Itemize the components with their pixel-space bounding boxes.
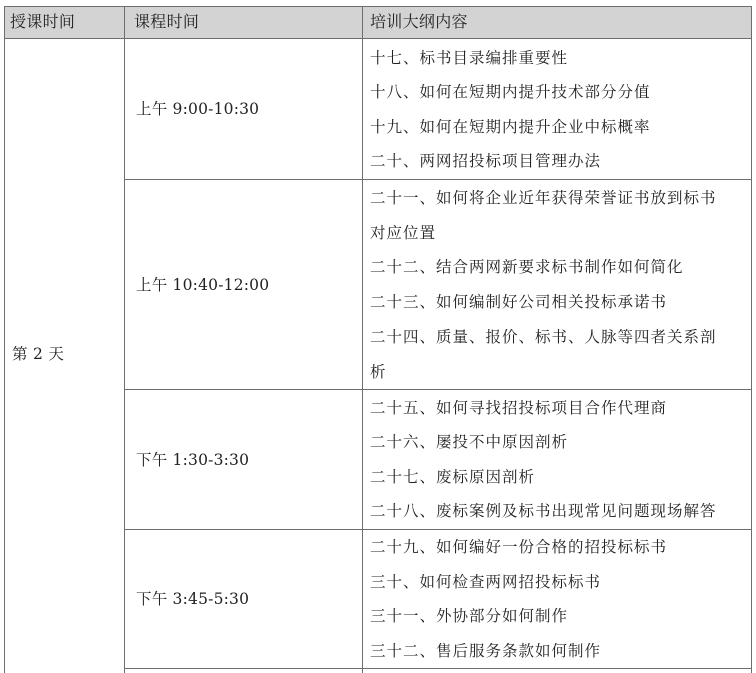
- outline-line: 二十一、如何将企业近年获得荣誉证书放到标书: [370, 189, 717, 207]
- outline-line: 二十、两网招投标项目管理办法: [370, 152, 602, 170]
- outline-line: 三十二、售后服务条款如何制作: [370, 642, 602, 660]
- row-divider-3: [124, 529, 752, 530]
- outline-line: 三十一、外协部分如何制作: [370, 607, 569, 625]
- outline-line: 二十三、如何编制好公司相关投标承诺书: [370, 293, 668, 311]
- outline-line: 二十七、废标原因剖析: [370, 468, 536, 486]
- outline-line: 三十、如何检查两网招投标标书: [370, 573, 602, 591]
- header-course-time: 课程时间: [134, 12, 200, 31]
- table-left-border: [4, 6, 5, 673]
- outline-line: 对应位置: [370, 224, 437, 242]
- outline-line: 析: [370, 363, 387, 381]
- outline-line: 十九、如何在短期内提升企业中标概率: [370, 118, 651, 136]
- outline-line: 十八、如何在短期内提升技术部分分值: [370, 83, 651, 101]
- table-top-border: [4, 6, 752, 7]
- session-time: 上午 9:00-10:30: [136, 100, 260, 118]
- day-label: 第 2 天: [12, 345, 65, 363]
- session-time: 上午 10:40-12:00: [136, 276, 270, 294]
- header-outline: 培训大纲内容: [370, 12, 468, 31]
- outline-line: 二十六、屡投不中原因剖析: [370, 433, 569, 451]
- outline-line: 二十五、如何寻找招投标项目合作代理商: [370, 399, 668, 417]
- header-bottom-border: [4, 38, 752, 39]
- header-teaching-time: 授课时间: [10, 12, 76, 31]
- session-time: 下午 3:45-5:30: [136, 590, 250, 608]
- row-divider-1: [124, 179, 752, 180]
- row-divider-4: [124, 668, 752, 669]
- outline-line: 十七、标书目录编排重要性: [370, 49, 569, 67]
- column-divider-1: [124, 6, 125, 673]
- session-time: 下午 1:30-3:30: [136, 451, 250, 469]
- table-right-border: [751, 6, 752, 673]
- outline-line: 二十四、质量、报价、标书、人脉等四者关系剖: [370, 328, 717, 346]
- outline-line: 二十二、结合两网新要求标书制作如何简化: [370, 258, 684, 276]
- row-divider-2: [124, 389, 752, 390]
- column-divider-2: [362, 6, 363, 673]
- outline-line: 二十九、如何编好一份合格的招投标标书: [370, 538, 668, 556]
- outline-line: 二十八、废标案例及标书出现常见问题现场解答: [370, 502, 717, 520]
